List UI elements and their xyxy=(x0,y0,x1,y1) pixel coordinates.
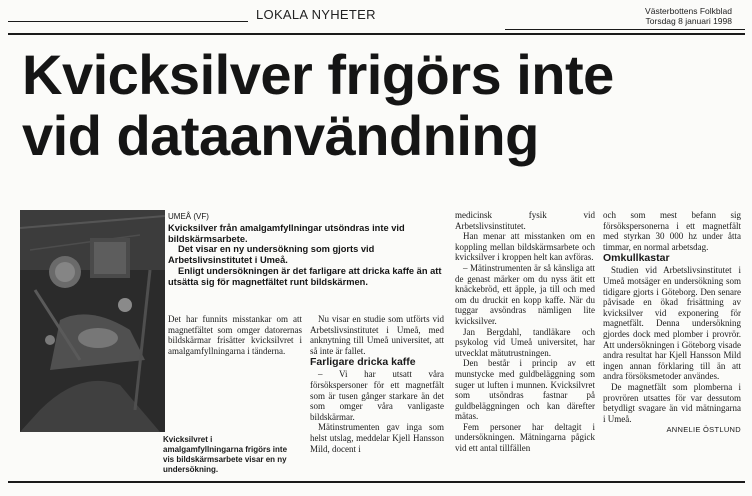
author-signature: ANNELIE ÖSTLUND xyxy=(666,425,741,435)
publication-date: Torsdag 8 januari 1998 xyxy=(645,16,732,26)
subheading-farligare: Farligare dricka kaffe xyxy=(310,356,416,369)
body-paragraph: Fem personer har deltagit i undersökningen. Mätningarna pågick vid ett antal tillfällen xyxy=(455,421,595,454)
headline-line-1: Kvicksilver frigörs inte xyxy=(22,43,614,106)
section-label: LOKALA NYHETER xyxy=(256,7,376,22)
newspaper-masthead xyxy=(645,6,732,26)
body-paragraph: medicinsk fysik vid Arbetslivsinstitutet. xyxy=(455,210,595,231)
photo-caption: Kvicksilvret i amalgamfyllningarna frigörs inte vis bildskärmsarbete visar en ny undersökning. xyxy=(163,435,288,474)
headline xyxy=(22,44,742,166)
lead-paragraph: Kvicksilver från amalgamfyllningar utsöndras inte vid bildskärmsarbete. xyxy=(168,222,405,244)
column-3 xyxy=(455,210,595,454)
header-rule-left xyxy=(8,21,248,22)
header-rule-right xyxy=(505,29,745,30)
column-4 xyxy=(603,210,741,436)
body-paragraph: Nu visar en studie som utförts vid Arbetslivsinstitutet i Umeå, med anknytning till Umeå universitet, att så inte är fallet. xyxy=(310,314,444,356)
body-paragraph: Jan Bergdahl, tandläkare och psykolog vid Umeå universitet, har utvecklat mätutrustningen. xyxy=(455,326,595,358)
column-2 xyxy=(310,314,444,454)
body-paragraph: De magnetfält som plomberna i provrören utsattes för var dessutom betydligt svagare än vid mätningarna i Umeå. xyxy=(603,381,741,424)
subheading-omkullkastar: Omkullkastar xyxy=(603,252,670,265)
body-paragraph: – Vi har utsatt våra försökspersoner för ett magnetfält som är tusen gånger starkare än det som omger våra vanligaste bildskärmar. xyxy=(310,369,444,422)
dateline: UMEÅ (VF) xyxy=(168,212,209,221)
body-paragraph: – Mätinstrumenten är så känsliga att de genast märker om du nyss ätit ett knäckebröd, ett äpple, ja till och med om du druckit en kopp kaffe. När du tuggar avsöndras nämligen lite kvicksilver. xyxy=(455,262,595,326)
body-paragraph: Mätinstrumenten gav inga som helst utslag, meddelar Kjell Hansson Mild, docent i xyxy=(310,422,444,454)
newspaper-name: Västerbottens Folkblad xyxy=(645,6,732,16)
column-1 xyxy=(168,314,302,356)
article-lead xyxy=(168,212,448,288)
top-rule xyxy=(8,33,745,35)
article-photo xyxy=(20,210,165,432)
body-paragraph: Det har funnits misstankar om att magnetfältet som omger datorernas bildskärmar frisätter kvicksilvret i amalgamfyllningarna i tänderna. xyxy=(168,314,302,356)
body-paragraph: Den består i princip av ett munstycke med guldbeläggning som suger ut luften i munnen. Kvicksilvret som utsöndras fastnar på guldbeläggningen och kan därefter mätas. xyxy=(455,358,595,422)
lead-paragraph: Det visar en ny undersökning som gjorts vid Arbetslivsinstitutet i Umeå. xyxy=(168,244,375,266)
headline-line-2: vid dataanvändning xyxy=(22,104,539,167)
dental-clinic-photo xyxy=(20,210,165,432)
body-paragraph: Han menar att misstanken om en koppling mellan bildskärmsarbete och kvicksilver i kroppen helt kan avföras. xyxy=(455,231,595,263)
bottom-rule xyxy=(8,481,745,483)
body-paragraph: Studien vid Arbetslivsinstitutet i Umeå motsäger en undersökning som tidigare gjorts i Göteborg. Den senare påvisade en ökad frisättning av kvicksilver vid exponering för magnetfält. Denna undersökning gjordes dock med plomber i provrör. Att undersökningen i Göteborg visade andra resultat har Kjell Hansson Mild ingen annan förklaring till än att andra försöksmetoder användes. xyxy=(603,265,741,382)
lead-paragraph: Enligt undersökningen är det farligare att dricka kaffe än att utsätta sig för magnetfältet runt bildskärmen. xyxy=(168,265,442,287)
body-paragraph: och som mest befann sig försökspersonerna i ett magnetfält med styrkan 30 000 hz under åtta timmar, en normal arbetsdag. xyxy=(603,210,741,252)
